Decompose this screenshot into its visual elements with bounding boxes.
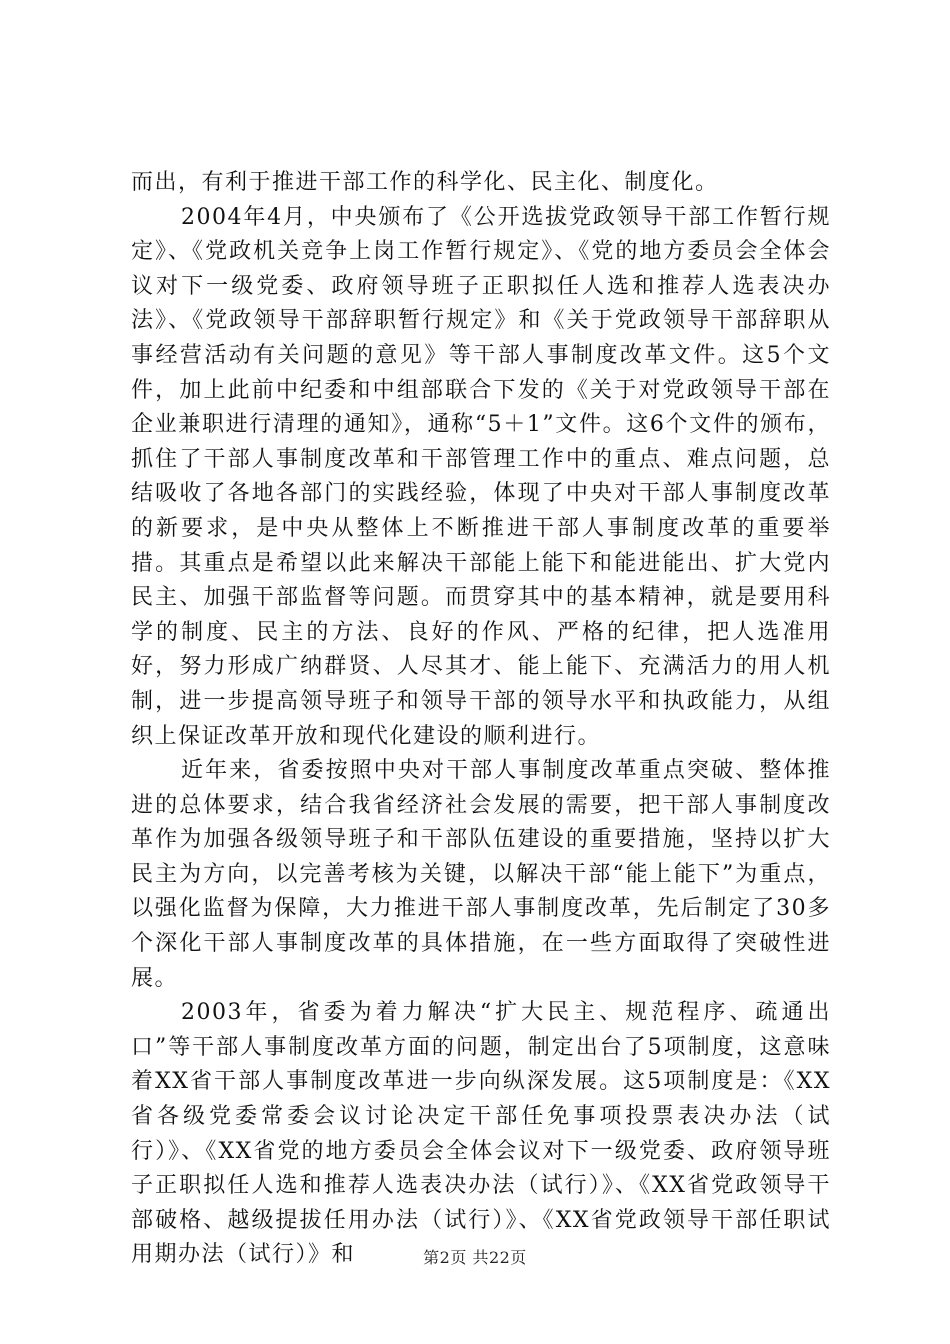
paragraph-continuation: 而出，有利于推进干部工作的科学化、民主化、制度化。 — [131, 170, 719, 195]
document-body — [131, 166, 831, 1273]
paragraph-2004-documents: 2004年4月，中央颁布了《公开选拔党政领导干部工作暂行规定》、《党政机关竞争上岗工作暂行规定》、《党的地方委员会全体会议对下一级党委、政府领导班子正职拟任人选和推荐人选表决办法》、《党政领导干部辞职暂行规定》和《关于党政领导干部辞职从事经营活动有关问题的意见》等干部人事制度改革文件。这5个文件，加上此前中纪委和中组部联合下发的《关于对党政领导干部在企业兼职进行清理的通知》，通称“5＋1”文件。这6个文件的颁布，抓住了干部人事制度改革和干部管理工作中的重点、难点问题，总结吸收了各地各部门的实践经验，体现了中央对干部人事制度改革的新要求，是中央从整体上不断推进干部人事制度改革的重要举措。其重点是希望以此来解决干部能上能下和能进能出、扩大党内民主、加强干部监督等问题。而贯穿其中的基本精神，就是要用科学的制度、民主的方法、良好的作风、严格的纪律，把人选准用好，努力形成广纳群贤、人尽其才、能上能下、充满活力的用人机制，进一步提高领导班子和领导干部的领导水平和执政能力，从组织上保证改革开放和现代化建设的顺利进行。 — [131, 204, 831, 749]
paragraph-2003-measures: 2003年，省委为着力解决“扩大民主、规范程序、疏通出口”等干部人事制度改革方面的问题，制定出台了5项制度，这意味着XX省干部人事制度改革进一步向纵深发展。这5项制度是：《XX省各级党委常委会议讨论决定干部任免事项投票表决办法（试行）》、《XX省党的地方委员会全体会议对下一级党委、政府领导班子正职拟任人选和推荐人选表决办法（试行）》、《XX省党政领导干部破格、越级提拔任用办法（试行）》、《XX省党政领导干部任职试用期办法（试行）》和 — [131, 1000, 831, 1268]
paragraph-recent-years: 近年来，省委按照中央对干部人事制度改革重点突破、整体推进的总体要求，结合我省经济社会发展的需要，把干部人事制度改革作为加强各级领导班子和干部队伍建设的重要措施，坚持以扩大民主为方向，以完善考核为关键，以解决干部“能上能下”为重点，以强化监督为保障，大力推进干部人事制度改革，先后制定了30多个深化干部人事制度改革的具体措施，在一些方面取得了突破性进展。 — [131, 758, 831, 991]
page-number-footer: 第2页 共22页 — [423, 1248, 527, 1267]
